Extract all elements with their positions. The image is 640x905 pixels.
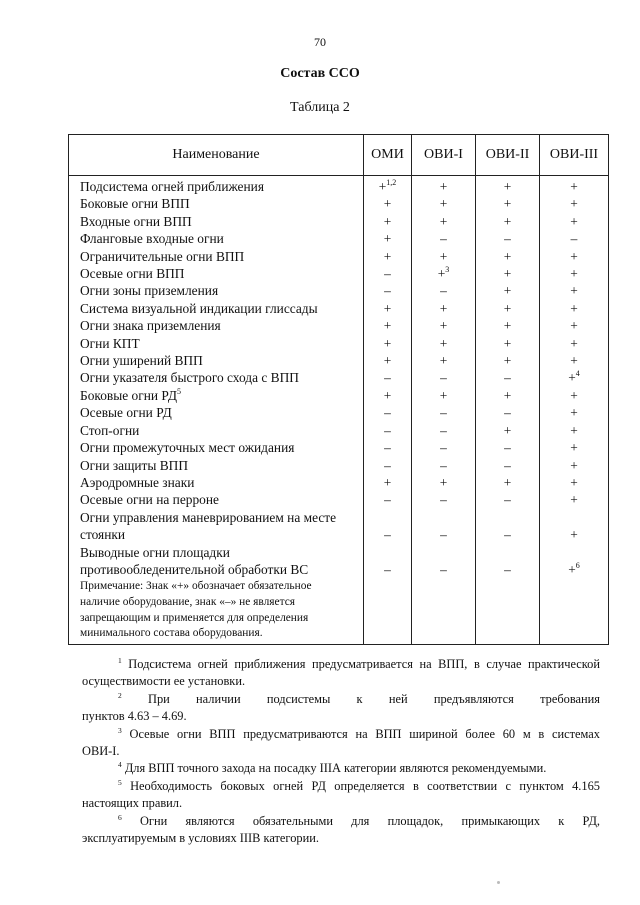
mark-ovi1: [412, 509, 476, 544]
table-row: [69, 265, 609, 282]
mark-value: –: [440, 440, 447, 456]
mark-value: +: [568, 370, 576, 386]
mark-value: +: [570, 283, 578, 299]
row-name-cell: [69, 509, 364, 544]
row-name: Осевые огни ВПП: [80, 266, 185, 282]
row-name: Осевые огни на перроне: [80, 492, 219, 508]
mark-value: +: [383, 387, 392, 403]
mark-value: +: [383, 196, 392, 212]
mark-ovi3: [540, 213, 609, 230]
footnote-continuation: настоящих правил.: [82, 796, 183, 811]
mark-value: –: [440, 561, 447, 577]
mark-ovi2: [476, 282, 540, 299]
mark-ovi1: [412, 176, 476, 196]
mark-ovi3: [540, 352, 609, 369]
table-row: [69, 369, 609, 386]
mark-value: +: [570, 248, 578, 264]
mark-ovi3: [540, 282, 609, 299]
mark-ovi1: [412, 195, 476, 212]
row-name-cell: [69, 352, 364, 369]
mark-ovi1: [412, 544, 476, 579]
mark-ovi2: [476, 176, 540, 196]
table-row: [69, 491, 609, 508]
mark-value: +: [570, 440, 578, 456]
mark-ovi1: [412, 282, 476, 299]
mark-value: +: [503, 353, 512, 369]
row-name-cell: [69, 544, 364, 579]
mark-ovi2: [476, 422, 540, 439]
row-name: Огни управления маневрированием на месте стоянки: [80, 509, 337, 543]
table-row: [69, 317, 609, 334]
footnote-continuation: эксплуатируемым в условиях IIIВ категории.: [82, 831, 319, 846]
mark-value: +: [570, 474, 578, 490]
row-name: Система визуальной индикации глиссады: [80, 300, 318, 316]
scan-dot: [497, 881, 500, 884]
mark-ovi2: [476, 213, 540, 230]
composition-table: [68, 134, 609, 645]
mark-ovi2: [476, 457, 540, 474]
mark-omi: [364, 491, 412, 508]
mark-value: +: [439, 300, 448, 316]
mark-value: –: [440, 283, 447, 299]
mark-ovi2: [476, 230, 540, 247]
mark-value: +: [383, 335, 392, 351]
table-row: [69, 439, 609, 456]
mark-value: +: [503, 474, 512, 490]
table-row: [69, 195, 609, 212]
footnote-text: Для ВПП точного захода на посадку IIIА категории являются рекомендуемыми.: [124, 761, 547, 776]
footnote-first-line: [82, 691, 600, 708]
mark-value: –: [440, 422, 447, 438]
footnote: [82, 691, 600, 726]
row-name: Фланговые входные огни: [80, 231, 224, 247]
mark-omi: [364, 474, 412, 491]
row-name-cell: [69, 335, 364, 352]
footnote-number: 1: [118, 656, 122, 665]
row-name: Огни промежуточных мест ожидания: [80, 440, 295, 456]
table-row: [69, 300, 609, 317]
mark-value: –: [384, 440, 391, 456]
mark-ovi1: [412, 457, 476, 474]
row-name-cell: [69, 230, 364, 247]
header-name: Наименование: [69, 135, 364, 176]
row-name: Огни указателя быстрого схода с ВПП: [80, 370, 299, 386]
mark-value: +: [383, 353, 392, 369]
footnote: [82, 813, 600, 848]
footnote-text: Огни являются обязательными для площадок, примыкающих к РД,: [139, 813, 600, 828]
row-name-cell: [69, 282, 364, 299]
table-note-line: Примечание: Знак «+» обозначает обязательное: [80, 580, 312, 593]
table-row: [69, 387, 609, 404]
mark-omi: [364, 300, 412, 317]
mark-omi: [364, 213, 412, 230]
mark-ovi3: [540, 474, 609, 491]
mark-omi: [364, 282, 412, 299]
mark-value: +: [503, 283, 512, 299]
mark-value: +: [439, 248, 448, 264]
mark-ovi2: [476, 265, 540, 282]
footnote-continuation: пунктов 4.63 – 4.69.: [82, 709, 187, 724]
footnote-ref: 4: [575, 369, 580, 379]
row-name-cell: [69, 439, 364, 456]
page-number: 70: [314, 35, 326, 49]
footnote: [82, 778, 600, 813]
mark-omi: [364, 352, 412, 369]
mark-value: –: [440, 457, 447, 473]
mark-value: +: [570, 527, 578, 543]
row-name: Боковые огни РД: [80, 387, 177, 403]
row-name: Огни КПТ: [80, 335, 140, 351]
table-note-row: [69, 578, 609, 644]
mark-value: +: [383, 474, 392, 490]
mark-ovi2: [476, 317, 540, 334]
row-name: Ограничительные огни ВПП: [80, 248, 245, 264]
mark-value: –: [384, 266, 391, 282]
table-caption: Таблица 2: [290, 100, 350, 115]
mark-value: +: [437, 266, 446, 282]
row-name: Огни зоны приземления: [80, 283, 219, 299]
row-name-cell: [69, 491, 364, 508]
table-row: [69, 352, 609, 369]
mark-value: +: [503, 300, 512, 316]
table-note-line: запрещающим и применяется для определения: [80, 611, 309, 624]
table-note-empty-cell: [476, 578, 540, 644]
row-name: Подсистема огней приближения: [80, 179, 264, 194]
footnote: [82, 760, 600, 777]
mark-ovi2: [476, 491, 540, 508]
mark-ovi3: [540, 439, 609, 456]
mark-ovi2: [476, 544, 540, 579]
mark-value: –: [384, 370, 391, 386]
footnote: [82, 726, 600, 761]
mark-ovi1: [412, 422, 476, 439]
table-note-line: минимального состава оборудования.: [80, 627, 263, 640]
mark-value: +: [570, 196, 578, 212]
table-row: [69, 474, 609, 491]
mark-value: +: [503, 213, 512, 229]
mark-ovi1: [412, 439, 476, 456]
mark-omi: [364, 404, 412, 421]
footnotes: [82, 656, 600, 847]
mark-value: +: [570, 213, 578, 229]
table-note-empty-cell: [412, 578, 476, 644]
mark-ovi2: [476, 404, 540, 421]
table-note-cell: [69, 578, 364, 644]
mark-ovi1: [412, 491, 476, 508]
mark-ovi1: [412, 387, 476, 404]
mark-value: +: [383, 300, 392, 316]
mark-value: +: [439, 179, 448, 194]
mark-ovi3: [540, 248, 609, 265]
row-name-cell: [69, 474, 364, 491]
mark-ovi2: [476, 195, 540, 212]
table-note-empty-cell: [364, 578, 412, 644]
mark-value: +: [570, 266, 578, 282]
mark-value: +: [503, 387, 512, 403]
mark-value: +: [439, 318, 448, 334]
row-name: Огни знака приземления: [80, 318, 221, 334]
row-name-cell: [69, 300, 364, 317]
mark-ovi1: [412, 230, 476, 247]
mark-ovi3: [540, 422, 609, 439]
mark-ovi1: [412, 404, 476, 421]
mark-value: +: [383, 231, 392, 247]
footnote-text: Подсистема огней приближения предусматривается на ВПП, в случае практической: [128, 657, 600, 671]
header-ovi-2: ОВИ-II: [476, 135, 540, 176]
mark-value: +: [439, 335, 448, 351]
table-row: [69, 509, 609, 544]
row-name-cell: [69, 248, 364, 265]
footnote-text: Осевые огни ВПП предусматриваются на ВПП шириной более 60 м в системах: [129, 726, 600, 741]
row-name-cell: [69, 422, 364, 439]
mark-ovi2: [476, 352, 540, 369]
mark-ovi2: [476, 335, 540, 352]
mark-value: –: [504, 405, 511, 421]
mark-value: –: [384, 561, 391, 577]
row-name-cell: [69, 457, 364, 474]
row-name: Огни защиты ВПП: [80, 457, 189, 473]
mark-value: +: [439, 213, 448, 229]
mark-value: +: [503, 318, 512, 334]
mark-value: –: [384, 405, 391, 421]
mark-ovi3: [540, 544, 609, 579]
mark-value: –: [440, 231, 447, 247]
footnote-number: 3: [118, 725, 122, 735]
footnote-continuation: осуществимости ее установки.: [82, 674, 246, 689]
mark-value: +: [503, 266, 512, 282]
row-name-cell: [69, 317, 364, 334]
mark-ovi2: [476, 300, 540, 317]
table-row: [69, 213, 609, 230]
row-name-cell: [69, 213, 364, 230]
table-row: [69, 176, 609, 196]
mark-omi: [364, 387, 412, 404]
mark-ovi2: [476, 387, 540, 404]
mark-value: +: [570, 318, 578, 334]
mark-value: –: [504, 457, 511, 473]
mark-value: +: [570, 492, 578, 508]
mark-ovi1: [412, 335, 476, 352]
footnote-ref: 1,2: [386, 178, 397, 187]
mark-value: –: [384, 527, 391, 543]
footnote-first-line: [82, 813, 600, 830]
mark-omi: [364, 544, 412, 579]
mark-omi: [364, 176, 412, 196]
footnote-ref: 6: [575, 560, 580, 570]
row-name: Огни уширений ВПП: [80, 353, 203, 369]
mark-value: –: [384, 492, 391, 508]
mark-omi: [364, 509, 412, 544]
footnote-ref: 5: [176, 386, 181, 396]
mark-value: –: [440, 492, 447, 508]
mark-omi: [364, 439, 412, 456]
table-row: [69, 422, 609, 439]
mark-value: +: [503, 248, 512, 264]
mark-value: +: [383, 213, 392, 229]
mark-ovi1: [412, 300, 476, 317]
mark-value: +: [383, 318, 392, 334]
mark-value: +: [570, 179, 578, 194]
document-title: Состав ССО: [280, 66, 360, 81]
row-name-cell: [69, 369, 364, 386]
mark-ovi1: [412, 474, 476, 491]
row-name: Аэродромные знаки: [80, 474, 195, 490]
row-name-cell: [69, 195, 364, 212]
mark-ovi3: [540, 387, 609, 404]
mark-value: –: [384, 422, 391, 438]
mark-value: +: [570, 335, 578, 351]
row-name-cell: [69, 176, 364, 196]
mark-value: +: [503, 422, 512, 438]
mark-value: +: [503, 335, 512, 351]
footnote-ref: 3: [445, 265, 450, 275]
table-body: [69, 176, 609, 645]
row-name: Осевые огни РД: [80, 405, 172, 421]
header-ovi-3: ОВИ-III: [540, 135, 609, 176]
mark-ovi3: [540, 404, 609, 421]
footnote-first-line: [82, 760, 600, 777]
table-row: [69, 544, 609, 579]
mark-value: –: [440, 370, 447, 386]
mark-value: –: [504, 440, 511, 456]
footnote-first-line: [82, 778, 600, 795]
row-name-cell: [69, 387, 364, 404]
mark-omi: [364, 248, 412, 265]
footnote-number: 2: [118, 690, 122, 700]
row-name: Входные огни ВПП: [80, 213, 192, 229]
mark-ovi3: [540, 265, 609, 282]
mark-ovi2: [476, 369, 540, 386]
header-omi: ОМИ: [364, 135, 412, 176]
mark-value: –: [384, 283, 391, 299]
mark-value: +: [570, 405, 578, 421]
mark-value: +: [570, 300, 578, 316]
mark-ovi1: [412, 248, 476, 265]
mark-ovi2: [476, 509, 540, 544]
mark-ovi2: [476, 439, 540, 456]
mark-omi: [364, 195, 412, 212]
mark-ovi3: [540, 300, 609, 317]
footnote-number: 4: [118, 760, 122, 770]
mark-ovi3: [540, 317, 609, 334]
mark-ovi1: [412, 265, 476, 282]
mark-value: +: [439, 474, 448, 490]
mark-value: +: [503, 196, 512, 212]
mark-ovi3: [540, 457, 609, 474]
mark-ovi3: [540, 369, 609, 386]
mark-value: +: [503, 179, 512, 194]
mark-value: +: [570, 422, 578, 438]
header-ovi-1: ОВИ-I: [412, 135, 476, 176]
table-row: [69, 282, 609, 299]
mark-value: –: [440, 527, 447, 543]
row-name: Стоп-огни: [80, 422, 140, 438]
table-header-row: [69, 135, 609, 176]
footnote-number: 6: [118, 812, 122, 822]
mark-value: –: [504, 561, 511, 577]
mark-omi: [364, 457, 412, 474]
footnote: [82, 656, 600, 691]
mark-ovi1: [412, 352, 476, 369]
row-name: Выводные огни площадки противообледенительной обработки ВС: [80, 544, 309, 577]
mark-ovi3: [540, 230, 609, 247]
footnote-first-line: [82, 726, 600, 743]
table-row: [69, 335, 609, 352]
mark-ovi3: [540, 491, 609, 508]
table-note-empty-cell: [540, 578, 609, 644]
footnote-first-line: [82, 656, 600, 673]
table-note: [80, 578, 359, 643]
mark-ovi3: [540, 335, 609, 352]
mark-omi: [364, 369, 412, 386]
row-name: Боковые огни ВПП: [80, 196, 190, 212]
mark-ovi3: [540, 176, 609, 196]
mark-value: +: [439, 387, 448, 403]
mark-omi: [364, 335, 412, 352]
mark-value: +: [570, 457, 578, 473]
table-note-line: наличие оборудование, знак «–» не является: [80, 595, 296, 608]
mark-value: +: [568, 561, 576, 577]
footnote-text: При наличии подсистемы к ней предъявляются требования: [148, 691, 600, 706]
mark-omi: [364, 230, 412, 247]
row-name-cell: [69, 404, 364, 421]
mark-value: +: [570, 387, 578, 403]
mark-value: +: [439, 353, 448, 369]
mark-value: –: [504, 231, 511, 247]
mark-ovi2: [476, 474, 540, 491]
mark-value: –: [504, 370, 511, 386]
mark-ovi1: [412, 317, 476, 334]
mark-omi: [364, 265, 412, 282]
mark-value: +: [378, 179, 387, 194]
mark-ovi3: [540, 195, 609, 212]
mark-ovi3: [540, 509, 609, 544]
mark-value: –: [504, 527, 511, 543]
mark-value: –: [440, 405, 447, 421]
mark-omi: [364, 317, 412, 334]
footnote-text: Необходимость боковых огней РД определяется в соответствии с пунктом 4.165: [130, 778, 600, 793]
mark-ovi2: [476, 248, 540, 265]
table-row: [69, 457, 609, 474]
mark-value: –: [384, 457, 391, 473]
mark-value: –: [504, 492, 511, 508]
mark-omi: [364, 422, 412, 439]
table-row: [69, 404, 609, 421]
mark-value: +: [570, 353, 578, 369]
row-name-cell: [69, 265, 364, 282]
footnote-continuation: ОВИ-I.: [82, 744, 120, 759]
mark-value: –: [570, 231, 578, 247]
mark-value: +: [439, 196, 448, 212]
mark-ovi1: [412, 369, 476, 386]
mark-ovi1: [412, 213, 476, 230]
mark-value: +: [383, 248, 392, 264]
table-row: [69, 248, 609, 265]
table-row: [69, 230, 609, 247]
footnote-number: 5: [118, 777, 122, 787]
